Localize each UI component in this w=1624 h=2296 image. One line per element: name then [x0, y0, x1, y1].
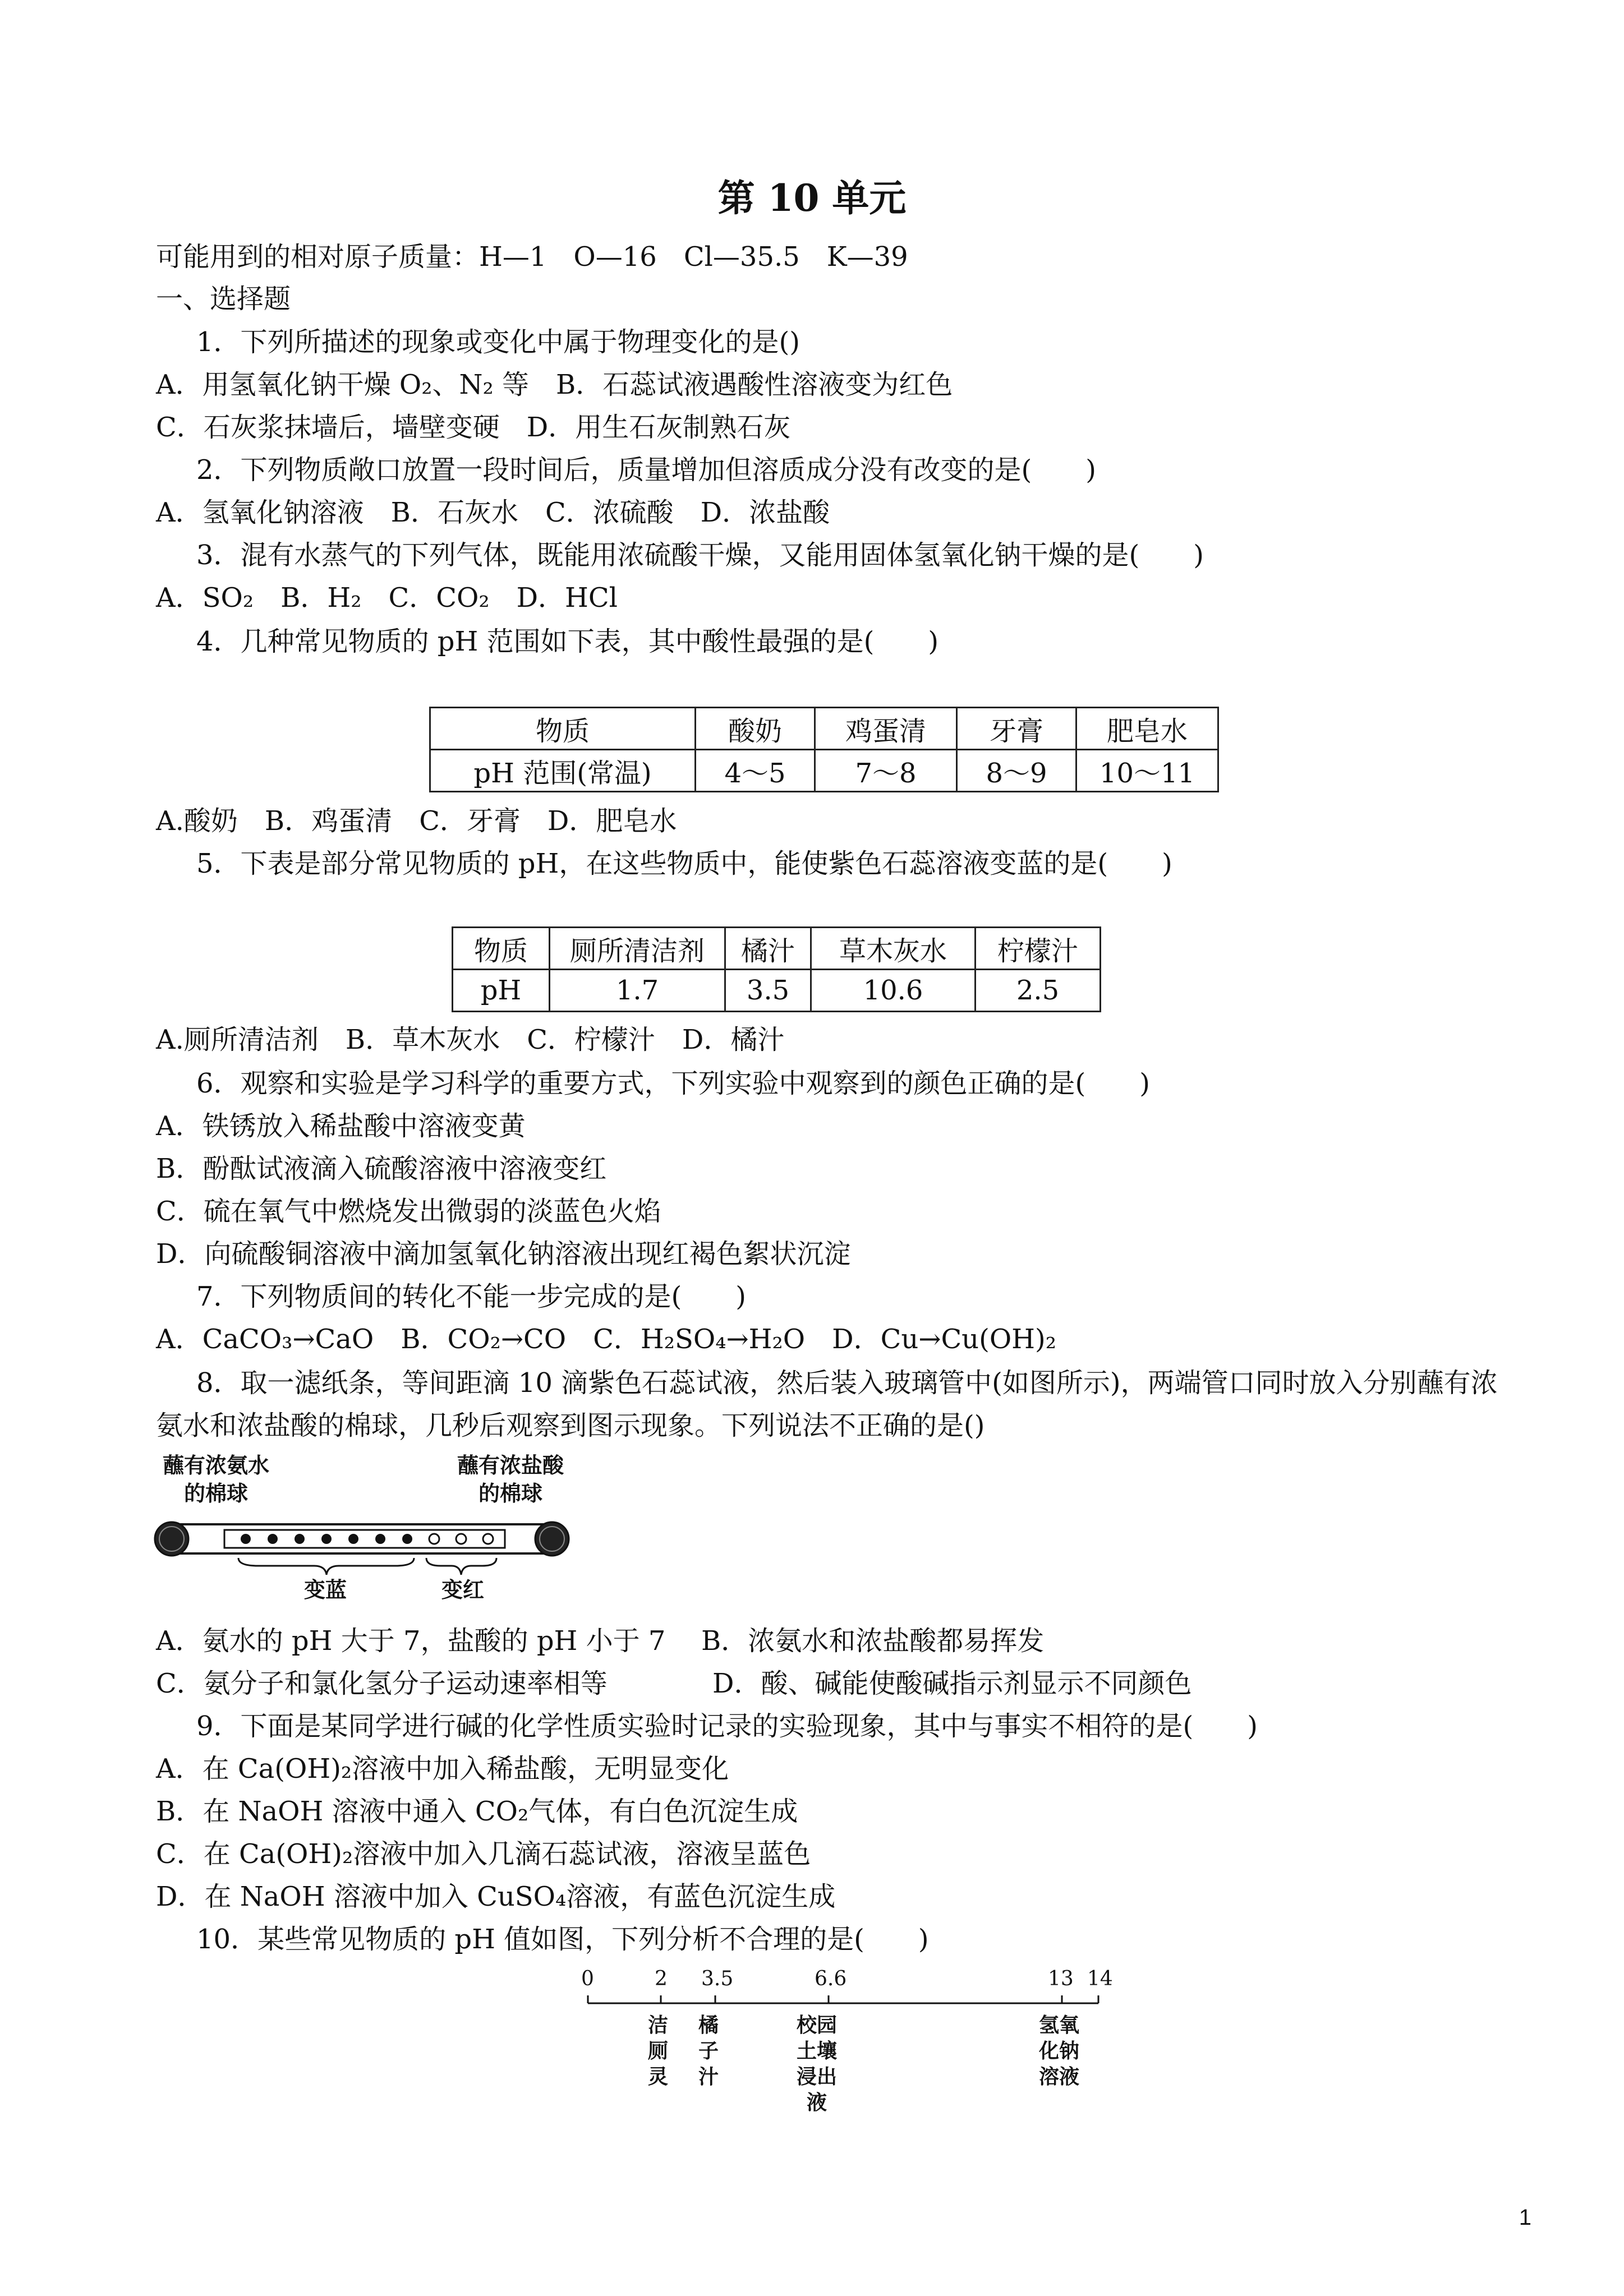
tick-label: 13 — [1048, 1967, 1074, 1990]
tick-label: 3.5 — [701, 1967, 734, 1990]
blue-drop — [348, 1534, 358, 1544]
question-5-stem: 5．下表是部分常见物质的 pH，在这些物质中，能使紫色石蕊溶液变蓝的是( ) — [196, 848, 1172, 879]
blue-brace — [238, 1558, 414, 1575]
question-6-option-a: A．铁锈放入稀盐酸中溶液变黄 — [156, 1110, 526, 1142]
glass-tube-figure — [146, 1503, 583, 1582]
table-cell: 酸奶 — [696, 708, 815, 750]
table-cell: 4～5 — [696, 750, 815, 792]
table-cell: 牙膏 — [957, 708, 1076, 750]
question-9-stem: 9．下面是某同学进行碱的化学性质实验时记录的实验现象，其中与事实不相符的是( ) — [196, 1711, 1258, 1742]
hcl-cotton-label — [446, 1451, 575, 1507]
question-2-options: A．氢氧化钠溶液 B．石灰水 C．浓硫酸 D．浓盐酸 — [156, 497, 830, 528]
ammonia-label-line-2: 的棉球 — [183, 1481, 248, 1506]
table-header-row — [430, 708, 1218, 750]
tick-label: 14 — [1087, 1967, 1113, 1990]
tick-label: 2 — [655, 1967, 668, 1990]
filter-paper-strip — [224, 1530, 505, 1548]
ammonia-label-line-1: 蘸有浓氨水 — [162, 1453, 269, 1478]
table-header-row — [453, 928, 1101, 970]
question-2-stem: 2．下列物质敞口放置一段时间后，质量增加但溶质成分没有改变的是( ) — [196, 454, 1096, 486]
question-6-option-d: D．向硫酸铜溶液中滴加氢氧化钠溶液出现红褐色絮状沉淀 — [156, 1238, 851, 1270]
blue-drop — [268, 1534, 278, 1544]
question-1-stem: 1．下列所描述的现象或变化中属于物理变化的是() — [196, 326, 800, 358]
ph-scale-axis — [583, 1991, 1105, 2013]
question-5-table — [452, 926, 1101, 1012]
table-row — [430, 750, 1218, 792]
hcl-label-line-2: 的棉球 — [478, 1481, 542, 1506]
question-8-option-d: D．酸、碱能使酸碱指示剂显示不同颜色 — [712, 1668, 1192, 1699]
ammonia-cotton-label — [151, 1451, 280, 1507]
question-8-stem-line-1: 8．取一滤纸条，等间距滴 10 滴紫色石蕊试液，然后装入玻璃管中(如图所示)，两端管口同时放入分别蘸有浓 — [196, 1367, 1498, 1399]
hcl-label-line-1: 蘸有浓盐酸 — [457, 1453, 564, 1478]
turn-blue-label: 变蓝 — [303, 1577, 347, 1602]
table-cell: 10～11 — [1076, 750, 1218, 792]
question-10-stem: 10．某些常见物质的 pH 值如图，下列分析不合理的是( ) — [196, 1924, 929, 1955]
table-row — [453, 970, 1101, 1012]
question-3-options: A．SO₂ B．H₂ C．CO₂ D．HCl — [156, 582, 618, 614]
question-4-table — [429, 707, 1219, 792]
sodium-hydroxide-label: 氢氧化钠溶液 — [1038, 2013, 1079, 2088]
question-3-stem: 3．混有水蒸气的下列气体，既能用浓硫酸干燥，又能用固体氢氧化钠干燥的是( ) — [196, 540, 1204, 571]
table-cell: 7～8 — [815, 750, 957, 792]
question-4-options: A.酸奶 B．鸡蛋清 C．牙膏 D．肥皂水 — [156, 805, 677, 837]
question-8-stem-line-2: 氨水和浓盐酸的棉球，几秒后观察到图示现象。下列说法不正确的是() — [156, 1410, 985, 1441]
tick-label: 0 — [581, 1967, 594, 1990]
red-drop — [429, 1534, 439, 1544]
table-cell: pH 范围(常温) — [430, 750, 696, 792]
table-cell: 8～9 — [957, 750, 1076, 792]
question-5-options: A.厕所清洁剂 B．草木灰水 C．柠檬汁 D．橘汁 — [156, 1024, 785, 1055]
blue-drop — [241, 1534, 251, 1544]
red-drop — [456, 1534, 466, 1544]
question-9-option-d: D．在 NaOH 溶液中加入 CuSO₄溶液，有蓝色沉淀生成 — [156, 1881, 836, 1912]
table-cell: pH — [453, 970, 550, 1012]
table-cell: 厕所清洁剂 — [550, 928, 725, 970]
question-7-stem: 7．下列物质间的转化不能一步完成的是( ) — [196, 1281, 746, 1312]
question-6-option-c: C．硫在氧气中燃烧发出微弱的淡蓝色火焰 — [156, 1196, 661, 1227]
blue-drop — [321, 1534, 332, 1544]
question-9-option-b: B．在 NaOH 溶液中通入 CO₂气体，有白色沉淀生成 — [156, 1796, 798, 1827]
question-6-option-b: B．酚酞试液滴入硫酸溶液中溶液变红 — [156, 1153, 607, 1184]
table-cell: 草木灰水 — [811, 928, 976, 970]
table-cell: 肥皂水 — [1076, 708, 1218, 750]
toilet-cleaner-label: 洁厕灵 — [647, 2013, 668, 2088]
page-title: 第 10 单元 — [717, 176, 907, 220]
table-cell: 橘汁 — [725, 928, 811, 970]
question-8-option-c: C．氨分子和氯化氢分子运动速率相等 — [156, 1668, 608, 1699]
orange-juice-label: 橘子汁 — [698, 2013, 719, 2088]
table-cell: 鸡蛋清 — [815, 708, 957, 750]
question-6-stem: 6．观察和实验是学习科学的重要方式，下列实验中观察到的颜色正确的是( ) — [196, 1068, 1150, 1099]
table-cell: 柠檬汁 — [976, 928, 1101, 970]
page-number: 1 — [1519, 2205, 1531, 2230]
question-8-option-a: A．氨水的 pH 大于 7，盐酸的 pH 小于 7 — [156, 1625, 666, 1657]
table-cell: 物质 — [430, 708, 696, 750]
table-cell: 2.5 — [976, 970, 1101, 1012]
section-heading: 一、选择题 — [156, 283, 291, 315]
table-cell: 10.6 — [811, 970, 976, 1012]
question-7-options: A．CaCO₃→CaO B．CO₂→CO C．H₂SO₄→H₂O D．Cu→Cu(OH)₂ — [156, 1324, 1057, 1355]
question-1-options-ab: A．用氢氧化钠干燥 O₂、N₂ 等 B．石蕊试液遇酸性溶液变为红色 — [156, 369, 953, 400]
blue-drop — [295, 1534, 305, 1544]
question-9-option-c: C．在 Ca(OH)₂溶液中加入几滴石蕊试液，溶液呈蓝色 — [156, 1838, 811, 1870]
blue-drop — [375, 1534, 385, 1544]
question-1-options-cd: C．石灰浆抹墙后，墙壁变硬 D．用生石灰制熟石灰 — [156, 412, 791, 443]
soil-extract-label: 校园土壤浸出液 — [796, 2013, 837, 2114]
red-drop — [483, 1534, 493, 1544]
red-brace — [426, 1558, 496, 1575]
table-cell: 物质 — [453, 928, 550, 970]
turn-red-label: 变红 — [441, 1577, 484, 1602]
table-cell: 1.7 — [550, 970, 725, 1012]
question-8-option-b: B．浓氨水和浓盐酸都易挥发 — [701, 1625, 1045, 1657]
table-cell: 3.5 — [725, 970, 811, 1012]
blue-drop — [402, 1534, 412, 1544]
question-4-stem: 4．几种常见物质的 pH 范围如下表，其中酸性最强的是( ) — [196, 626, 939, 657]
tick-label: 6.6 — [815, 1967, 847, 1990]
question-9-option-a: A．在 Ca(OH)₂溶液中加入稀盐酸，无明显变化 — [156, 1753, 729, 1785]
atomic-mass-line: 可能用到的相对原子质量：H—1 O—16 Cl—35.5 K—39 — [156, 241, 908, 273]
